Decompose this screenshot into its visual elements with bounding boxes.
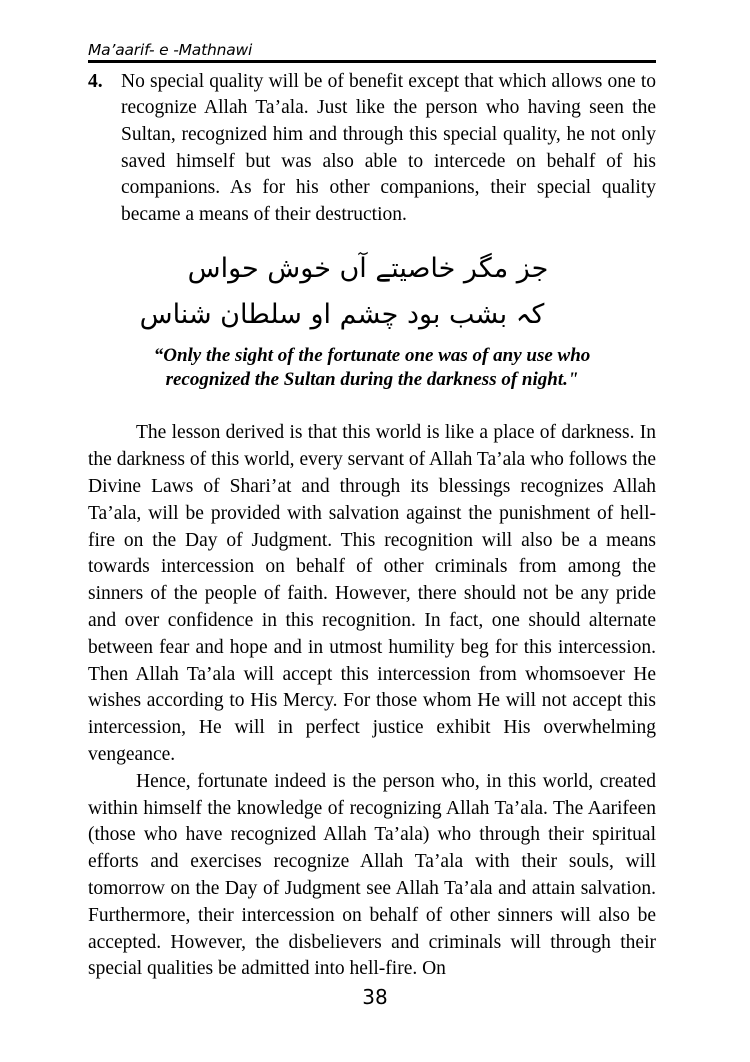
couplet-translation <box>88 344 656 392</box>
body-paragraph: The lesson derived is that this world is like a place of darkness. In the darkness of this world, every servant of Allah Ta’ala who follows the Divine Laws of Shari’at and through its blessings recognizes Allah Ta’ala, will be provided with salvation against the punishment of hell-fire on the Day of Judgment. This recognition will also be a means towards intercession on behalf of other criminals from among the sinners of the people of faith. However, there should not be any pride and over confidence in this recognition. In fact, one should alternate between fear and hope and in utmost humility beg for this intercession. Then Allah Ta’ala will accept this intercession from whomsoever He wishes according to His Mercy. For those whom He will not accept this intercession, He will in perfect justice exhibit His overwhelming vengeance. <box>88 422 656 765</box>
body-paragraph: Hence, fortunate indeed is the person who, in this world, created within himself the knowledge of recognizing Allah Ta’ala. The Aarifeen (those who have recognized Allah Ta’ala) who through their spiritual efforts and exercises recognize Allah Ta’ala with their souls, will tomorrow on the Day of Judgment see Allah Ta’ala and attain salvation. Furthermore, their intercession on behalf of other sinners will also be accepted. However, the disbelievers and criminals will through their special qualities be admitted into hell-fire. On <box>88 770 656 980</box>
translation-line-2: recognized the Sultan during the darkness of night." <box>165 369 579 391</box>
list-item-marker: 4. <box>88 70 103 92</box>
numbered-list-item <box>88 69 656 229</box>
couplet-line-2: کہ بشب بود چشم او سلطان شناس <box>139 299 545 331</box>
header-rule-divider <box>88 60 656 63</box>
translation-line-1: “Only the sight of the fortunate one was of any use who <box>153 345 591 367</box>
couplet-line-1: جز مگر خاصیتے آں خوش حواس <box>187 253 549 285</box>
persian-couplet <box>88 246 656 338</box>
list-item-text: No special quality will be of benefit except that which allows one to recognize Allah Ta’ala. Just like the person who having seen the Sultan, recognized him and through this special quality, he not only saved himself but was also able to intercede on behalf of his companions. As for his other companions, their special quality became a means of their destruction. <box>121 70 656 225</box>
page-content <box>88 42 656 983</box>
page-number: 38 <box>362 985 388 1009</box>
running-header: Ma’aarif- e -Mathnawi <box>88 41 253 59</box>
